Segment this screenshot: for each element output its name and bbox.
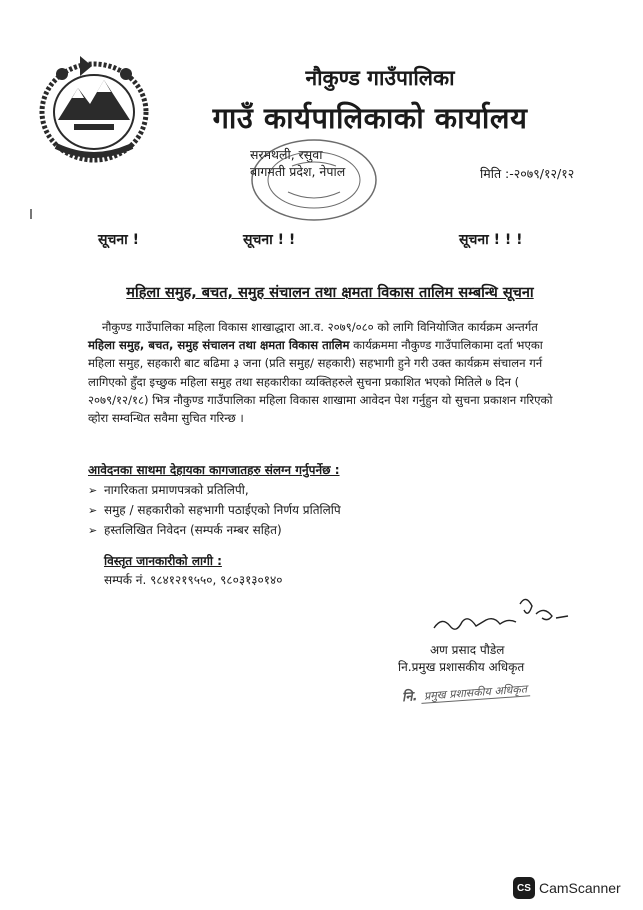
body-line-3: महिला समुह, सहकारी बाट बढिमा ३ जना (प्रति समुह/ सहकारी) सहभागी हुने गरी उक्त कार्यक्रम संचालन गर्न bbox=[88, 356, 543, 371]
body-line-2 bbox=[88, 336, 591, 354]
notice-heading-3: सूचना ! ! ! bbox=[459, 232, 523, 248]
contact-title: विस्तृत जानकारीको लागी : bbox=[104, 554, 222, 568]
office-title: गाउँ कार्यपालिकाको कार्यालय bbox=[212, 101, 528, 135]
office-seal-icon bbox=[248, 136, 380, 228]
arrow-bullet-icon: ➢ bbox=[88, 504, 98, 517]
notice-subject: महिला समुह, बचत, समुह संचालन तथा क्षमता विकास तालिम सम्बन्धि सूचना bbox=[126, 285, 534, 301]
notice-heading-2: सूचना ! ! bbox=[243, 232, 296, 248]
list-item bbox=[88, 520, 468, 540]
government-emblem-icon bbox=[34, 50, 154, 168]
list-item bbox=[88, 480, 468, 500]
signature-icon bbox=[428, 592, 578, 638]
body-line-2-rest: कार्यक्रममा नौकुण्ड गाउँपालिकामा दर्ता भएका bbox=[349, 338, 543, 353]
arrow-bullet-icon: ➢ bbox=[88, 484, 98, 497]
requirement-text: समुह / सहकारीको सहभागी पठाईएको निर्णय प्रतिलिपि bbox=[104, 503, 341, 517]
camscanner-watermark bbox=[513, 876, 621, 900]
requirement-text: हस्तलिखित निवेदन (सम्पर्क नम्बर सहित) bbox=[104, 523, 282, 537]
body-line-5: २०७९/१२/१८) भित्र नौकुण्ड गाउँपालिका महिला विकास शाखामा आवेदन पेश गर्नुहुन यो सुचना प्रकाशन गरिएको bbox=[88, 392, 553, 407]
address-line-1: सरमथली, रसुवा bbox=[250, 147, 323, 162]
requirements-list bbox=[88, 480, 468, 540]
arrow-bullet-icon: ➢ bbox=[88, 524, 98, 537]
contact-numbers: सम्पर्क नं. ९८४१२१९५५०, ९८०३१३०१४० bbox=[104, 573, 283, 587]
document-date: मिति :-२०७९/१२/१२ bbox=[480, 166, 575, 181]
body-line-6: व्होरा सम्वन्धित सवैमा सुचित गरिन्छ । bbox=[88, 411, 244, 426]
margin-mark bbox=[30, 209, 32, 219]
body-line-1: नौकुण्ड गाउँपालिका महिला विकास शाखाद्धारा आ.व. २०७९/०८० को लागि विनियोजित कार्यक्रम अन्तर्गत bbox=[102, 320, 538, 334]
stamp-text: प्रमुख प्रशासकीय अधिकृत bbox=[421, 682, 531, 704]
designation-stamp bbox=[401, 677, 552, 713]
signatory-title: नि.प्रमुख प्रशासकीय अधिकृत bbox=[398, 660, 525, 674]
office-name: नौकुण्ड गाउँपालिका bbox=[305, 66, 455, 90]
signatory-name: अण प्रसाद पौडेल bbox=[430, 643, 505, 657]
requirement-text: नागरिकता प्रमाणपत्रको प्रतिलिपी, bbox=[104, 483, 249, 497]
notice-body bbox=[88, 318, 591, 427]
camscanner-logo-icon: CS bbox=[513, 877, 535, 899]
stamp-prefix: नि. bbox=[401, 689, 419, 706]
requirements-title: आवेदनका साथमा देहायका कागजातहरु संलग्न गर्नुपर्नेछ : bbox=[88, 463, 340, 477]
program-name: महिला समुह, बचत, समुह संचालन तथा क्षमता विकास तालिम bbox=[88, 338, 350, 353]
list-item bbox=[88, 500, 468, 520]
camscanner-name: CamScanner bbox=[539, 880, 621, 896]
address-line-2: बागमती प्रदेश, नेपाल bbox=[250, 164, 346, 179]
body-line-4: लागिएको हुँदा इच्छुक महिला समुह तथा सहकारीका व्यक्तिहरुले सुचना प्रकाशित भएको मितिले ७ दिन ( bbox=[88, 374, 520, 389]
notice-heading-1: सूचना ! bbox=[98, 232, 140, 248]
